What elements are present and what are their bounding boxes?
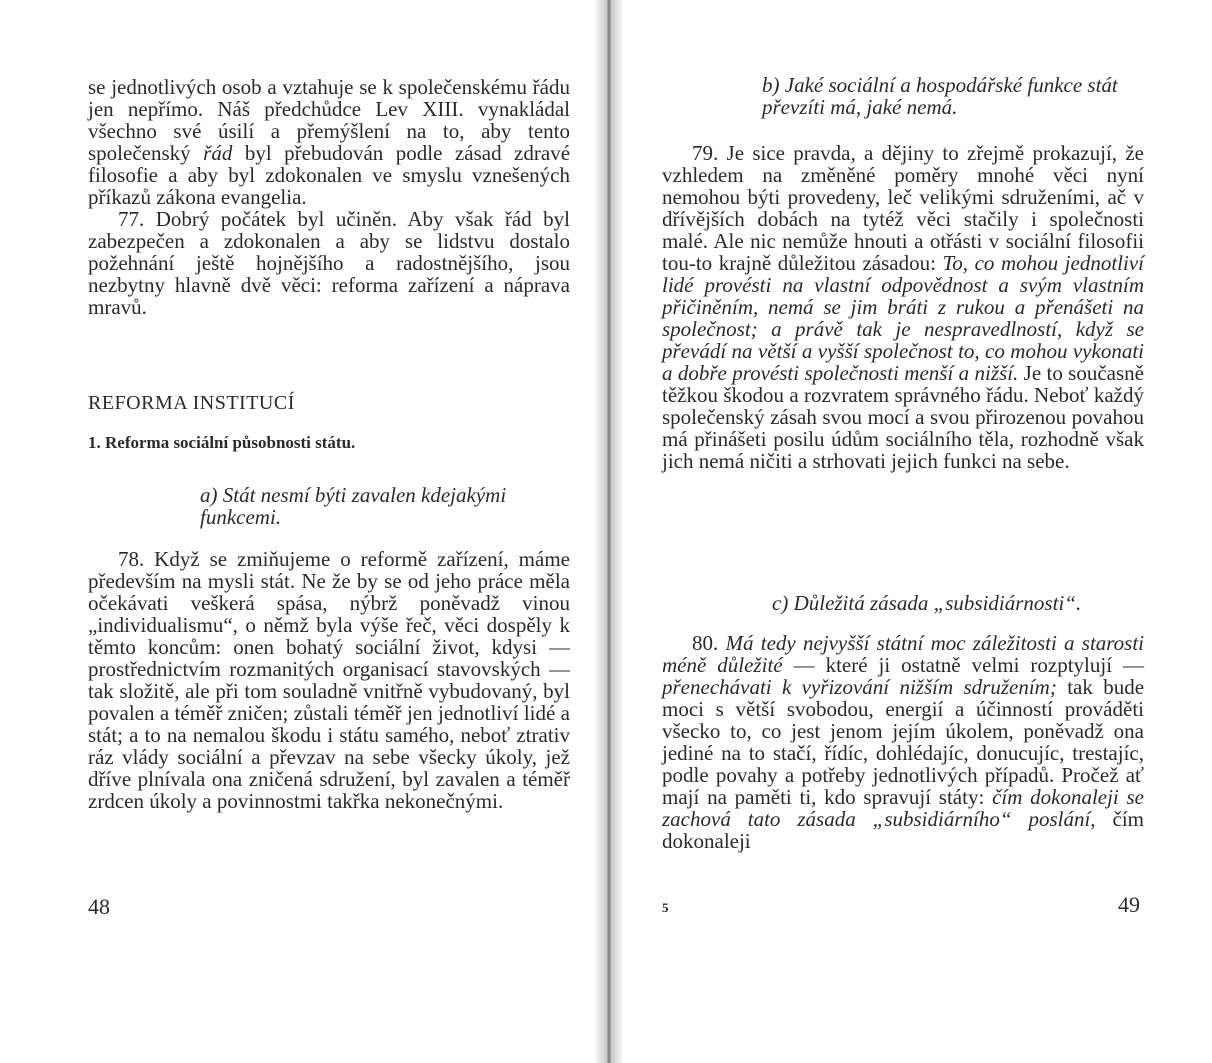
paragraph-text: byl přebudován podle zásad zdravé filosofie a aby byl zdokonalen ve smyslu vznešených příkazů zákona evangelia. — [88, 141, 571, 209]
section-a-title: a) Stát nesmí býti zavalen kdejakými funkcemi. — [200, 483, 507, 529]
page-number-right: 49 — [1118, 892, 1140, 917]
right-text-block — [662, 142, 1144, 472]
paragraph-italic: čím dokonaleji se zachová tato zásada „subsidiárního“ poslání, — [662, 785, 1145, 831]
paragraph-text: čím dokonaleji — [662, 807, 1144, 853]
right-page — [622, 0, 1212, 1063]
paragraph-italic: přenechávati k vyřizování nižším sdružením; — [662, 675, 1057, 699]
signature-mark: 5 — [662, 900, 669, 915]
paragraph-text: se jednotlivých osob a vztahuje se k společenskému řádu jen nepřímo. Náš předchůdce Lev XIII. vynakládal všechno své úsilí a přemýšlení na to, aby tento společenský — [88, 75, 570, 165]
paragraph-77: 77. Dobrý počátek byl učiněn. Aby však řád byl zabezpečen a zdokonalen a aby se lidstvu dostalo požehnání ještě hojnějšího a radostnějšího, jsou nezbytny hlavně dvě věci: reforma zařízení a náprava mravů. — [88, 207, 570, 319]
paragraph-continued — [88, 76, 570, 208]
paragraph-text: Je to současně těžkou škodou a rozvratem správného řádu. Neboť každý společenský zásah svou mocí a svou přirozenou povahou má přinášeti posilu údům sociálního těla, rozhodně však jich nemá ničiti a strhovati jejich funkci na sebe. — [662, 361, 1144, 473]
paragraph-text: 79. Je sice pravda, a dějiny to zřejmě prokazují, že vzhledem na změněné poměry mnohé věci nyní nemohou býti provedeny, leč velikými sdruženími, ač v dřívějších dobách na tytéž věci stačily i společnosti malé. Ale nic nemůže hnouti a otřásti v sociální filosofii tou-to krajně důležitou zásadou: — [662, 141, 1144, 275]
left-text-block-2 — [88, 548, 570, 812]
left-text-block — [88, 76, 570, 318]
right-text-block-2 — [662, 632, 1144, 852]
section-b-title: b) Jaké sociální a hospodářské funkce stát převzíti má, jaké nemá. — [762, 73, 1118, 119]
book-gutter — [596, 0, 622, 1063]
paragraph-italic: Má tedy nejvyšší státní moc záležitosti a starosti méně důležité — [662, 631, 1145, 677]
paragraph-text: tak bude moci s větší svobodou, energií a účinností prováděti všecko to, co jest jenom jejím úkolem, poněvadž ona jediné na to stačí, řídíc, dohlédajíc, donucujíc, trestajíc, podle povahy a potřeby jednotlivých případů. Pročež ať mají na paměti ti, kdo spravují státy: — [662, 675, 1145, 809]
paragraph-italic: řád — [203, 141, 233, 165]
subsection-heading: 1. Reforma sociální působnosti státu. — [88, 433, 356, 452]
paragraph-79 — [662, 142, 1144, 472]
section-c-title: c) Důležitá zásada „subsidiárnosti“. — [772, 591, 1082, 615]
paragraph-text: — které ji ostatně velmi rozptylují — — [793, 653, 1145, 677]
paragraph-80 — [662, 632, 1144, 852]
page-number-left: 48 — [88, 894, 110, 919]
paragraph-78: 78. Když se zmiňujeme o reformě zařízení, máme především na mysli stát. Ne že by se od jeho práce měla očekávati veškerá spása, nýbrž poněvadž vinou „individualismu“, o němž byla výše řeč, věci dospěly k těmto koncům: onen bohatý sociální život, kdysi — prostřednictvím rozmanitých organisací stavovských — tak složitě, ale při tom souladně vnitřně vybudovaný, byl povalen a téměř zničen; zůstali téměř jen jednotliví lidé a stát; a to na nemalou škodu i státu samého, neboť ztrativ ráz vlády sociální a převzav na sebe všecky úkoly, jež dříve plnívala ona zničená sdružení, byl zavalen a téměř zrdcen úkoly a povinnostmi takřka nekonečnými. — [88, 547, 570, 813]
paragraph-italic: To, co mohou jednotliví lidé provésti na vlastní odpovědnost a svým vlastním přičiněním, nemá se jim bráti z rukou a přenášeti na společnost; a právě tak je nespravedlností, když se převádí na větší a vyšší společnost to, co mohou vykonati a dobře provésti společnosti menší a nižší. — [662, 251, 1144, 385]
left-page — [0, 0, 596, 1063]
paragraph-number: 80. — [692, 631, 719, 655]
section-heading: REFORMA INSTITUCÍ — [88, 392, 295, 414]
